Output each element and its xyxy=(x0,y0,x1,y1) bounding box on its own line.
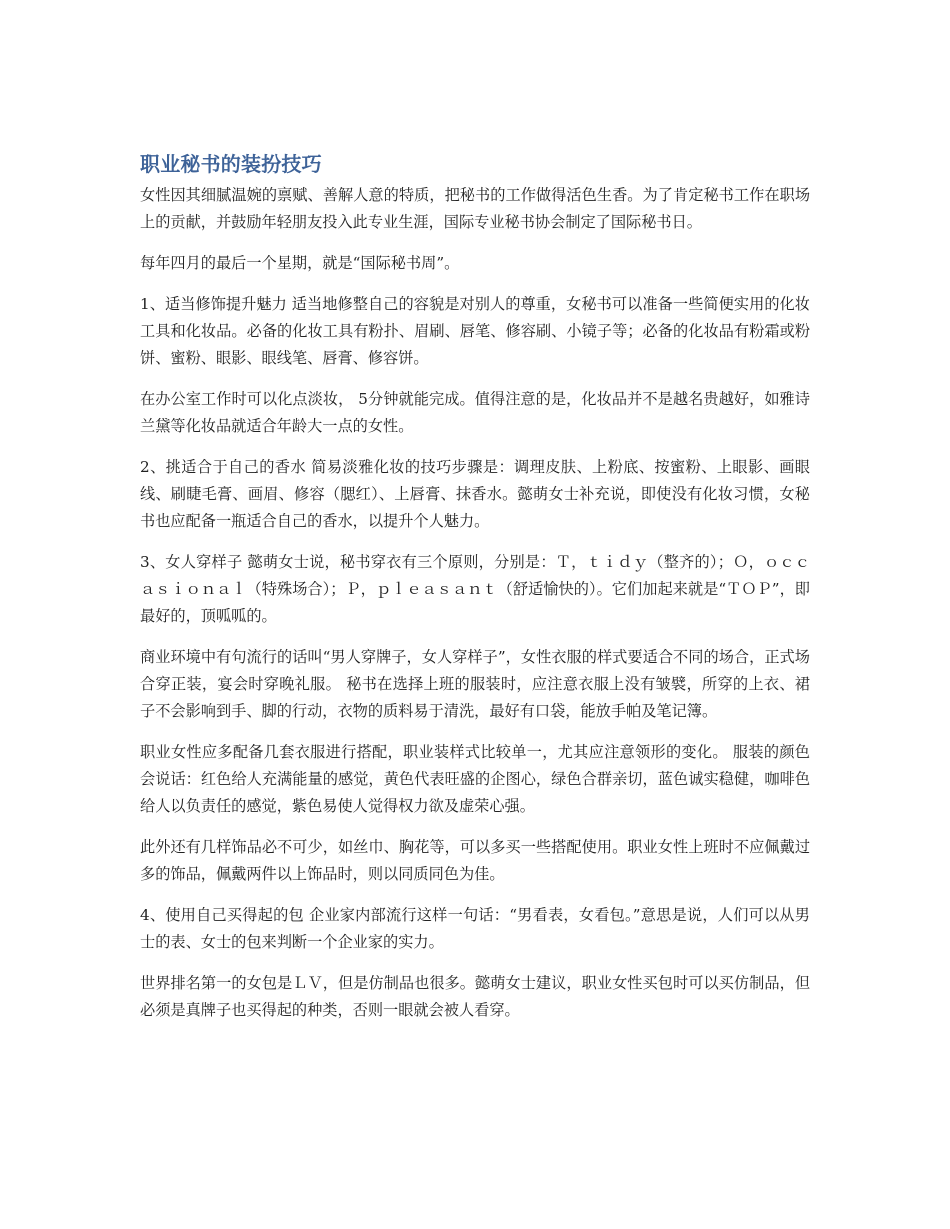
paragraph-tip-3-clothing: 3、女人穿样子 懿萌女士说，秘书穿衣有三个原则，分别是：Ｔ，ｔｉｄｙ（整齐的）；Ｏ，ｏｃｃａｓｉｏｎａｌ（特殊场合）；Ｐ，ｐｌｅａｓａｎｔ（舒适愉快的）。它们加起来就是“ＴＯＰ”，即最好的，顶呱呱的。 xyxy=(140,553,810,625)
paragraph-business-attire: 商业环境中有句流行的话叫“男人穿牌子，女人穿样子”，女性衣服的样式要适合不同的场合，正式场合穿正装，宴会时穿晚礼服。 秘书在选择上班的服装时，应注意衣服上没有皱襞，所穿的上衣、裙子不会影响到手、脚的行动，衣物的质料易于清洗，最好有口袋，能放手帕及笔记簿。 xyxy=(140,648,810,720)
paragraph-lv: 世界排名第一的女包是ＬＶ，但是仿制品也很多。懿萌女士建议，职业女性买包时可以买仿制品，但必须是真牌子也买得起的种类，否则一眼就会被人看穿。 xyxy=(140,974,810,1019)
paragraph-tip-1-makeup: 1、适当修饰提升魅力 适当地修整自己的容貌是对别人的尊重，女秘书可以准备一些简便实用的化妆工具和化妆品。必备的化妆工具有粉扑、眉刷、唇笔、修容刷、小镜子等；必备的化妆品有粉霜或粉饼、蜜粉、眼影、眼线笔、唇膏、修容饼。 xyxy=(140,295,810,367)
document-title: 职业秘书的装扮技巧 xyxy=(140,152,322,176)
paragraph-tip-4-bag: 4、使用自己买得起的包 企业家内部流行这样一句话：“男看表，女看包。”意思是说，人们可以从男士的表、女士的包来判断一个企业家的实力。 xyxy=(140,906,810,951)
paragraph-tip-2-perfume: 2、挑适合于自己的香水 简易淡雅化妆的技巧步骤是：调理皮肤、上粉底、按蜜粉、上眼影、画眼线、刷睫毛膏、画眉、修容（腮红）、上唇膏、抹香水。懿萌女士补充说，即使没有化妆习惯，女秘书也应配备一瓶适合自己的香水，以提升个人魅力。 xyxy=(140,458,810,530)
paragraph-intro: 女性因其细腻温婉的禀赋、善解人意的特质，把秘书的工作做得活色生香。为了肯定秘书工作在职场上的贡献，并鼓励年轻朋友投入此专业生涯，国际专业秘书协会制定了国际秘书日。 xyxy=(140,186,810,231)
paragraph-office-makeup: 在办公室工作时可以化点淡妆， 5分钟就能完成。值得注意的是，化妆品并不是越名贵越好，如雅诗兰黛等化妆品就适合年龄大一点的女性。 xyxy=(140,390,810,435)
paragraph-accessories: 此外还有几样饰品必不可少，如丝巾、胸花等，可以多买一些搭配使用。职业女性上班时不应佩戴过多的饰品，佩戴两件以上饰品时，则以同质同色为佳。 xyxy=(140,838,810,883)
paragraph-secretary-week: 每年四月的最后一个星期，就是“国际秘书周”。 xyxy=(140,254,460,272)
document-body xyxy=(140,150,810,1038)
paragraph-colors: 职业女性应多配备几套衣服进行搭配，职业装样式比较单一，尤其应注意领形的变化。 服装的颜色会说话：红色给人充满能量的感觉，黄色代表旺盛的企图心，绿色合群亲切，蓝色诚实稳健，咖啡色给人以负责任的感觉，紫色易使人觉得权力欲及虚荣心强。 xyxy=(140,743,810,815)
